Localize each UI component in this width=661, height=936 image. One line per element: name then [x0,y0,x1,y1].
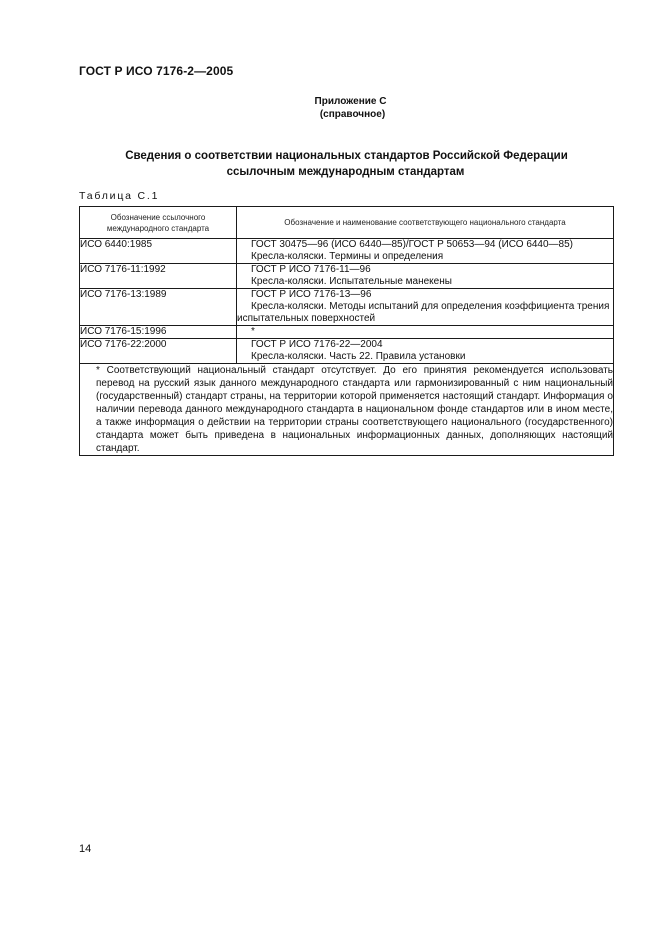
table-caption: Таблица С.1 [79,190,160,202]
table-row [80,339,614,364]
national-standard-name-continued: испытательных поверхностей [237,313,376,324]
national-standard-footnote-mark: * [251,326,255,337]
table-row [80,264,614,289]
header-international-standard: Обозначение ссылочного международного стандарта [80,207,237,239]
document-code: ГОСТ Р ИСО 7176-2—2005 [79,64,234,78]
ref-standard-cell: ИСО 7176-13:1989 [80,289,237,326]
national-standard-cell [237,239,614,264]
appendix-title [0,95,661,121]
appendix-label: Приложение С [314,96,387,107]
table-row [80,289,614,326]
ref-standard-cell: ИСО 7176-11:1992 [80,264,237,289]
section-heading-line1: Сведения о соответствии национальных стандартов Российской Федерации [125,150,568,162]
table-footnote-row [80,364,614,456]
table-row [80,239,614,264]
national-standard-code: ГОСТ Р ИСО 7176-22—2004 [251,339,383,350]
correspondence-table [79,206,614,456]
national-standard-name: Кресла-коляски. Термины и определения [251,251,444,262]
section-heading [0,148,661,180]
national-standard-name: Кресла-коляски. Часть 22. Правила установки [251,351,466,362]
national-standard-code: ГОСТ Р ИСО 7176-13—96 [251,289,372,300]
ref-standard-cell: ИСО 6440:1985 [80,239,237,264]
national-standard-cell [237,326,614,339]
section-heading-line2: ссылочным международным стандартам [226,166,465,178]
page-number: 14 [79,843,92,855]
table-header-row [80,207,614,239]
appendix-type: (справочное) [319,109,386,120]
national-standard-cell [237,339,614,364]
ref-standard-cell: ИСО 7176-15:1996 [80,326,237,339]
table-row [80,326,614,339]
national-standard-cell [237,264,614,289]
header-national-standard: Обозначение и наименование соответствующего национального стандарта [237,207,614,239]
national-standard-name: Кресла-коляски. Испытательные манекены [251,276,452,287]
table-footnote-text: * Соответствующий национальный стандарт отсутствует. До его принятия рекомендуется использовать перевод на русский язык данного международного стандарта или гармонизированный с ним национальный (государственный) стандарт страны, на территории которой применяется настоящий стандарт. Информация о наличии перевода данного международного стандарта в национальном фонде стандартов или в ином месте, а также информация о действии на территории страны соответствующего национального (государственного) стандарта может быть приведена в национальных информационных данных, дополняющих настоящий стандарт. [96,365,613,454]
national-standard-cell [237,289,614,326]
national-standard-code: ГОСТ 30475—96 (ИСО 6440—85)/ГОСТ Р 50653—94 (ИСО 6440—85) [251,239,574,250]
national-standard-name: Кресла-коляски. Методы испытаний для определения коэффициента трения [251,301,610,312]
national-standard-code: ГОСТ Р ИСО 7176-11—96 [251,264,371,275]
table-footnote [80,364,614,456]
ref-standard-cell: ИСО 7176-22:2000 [80,339,237,364]
